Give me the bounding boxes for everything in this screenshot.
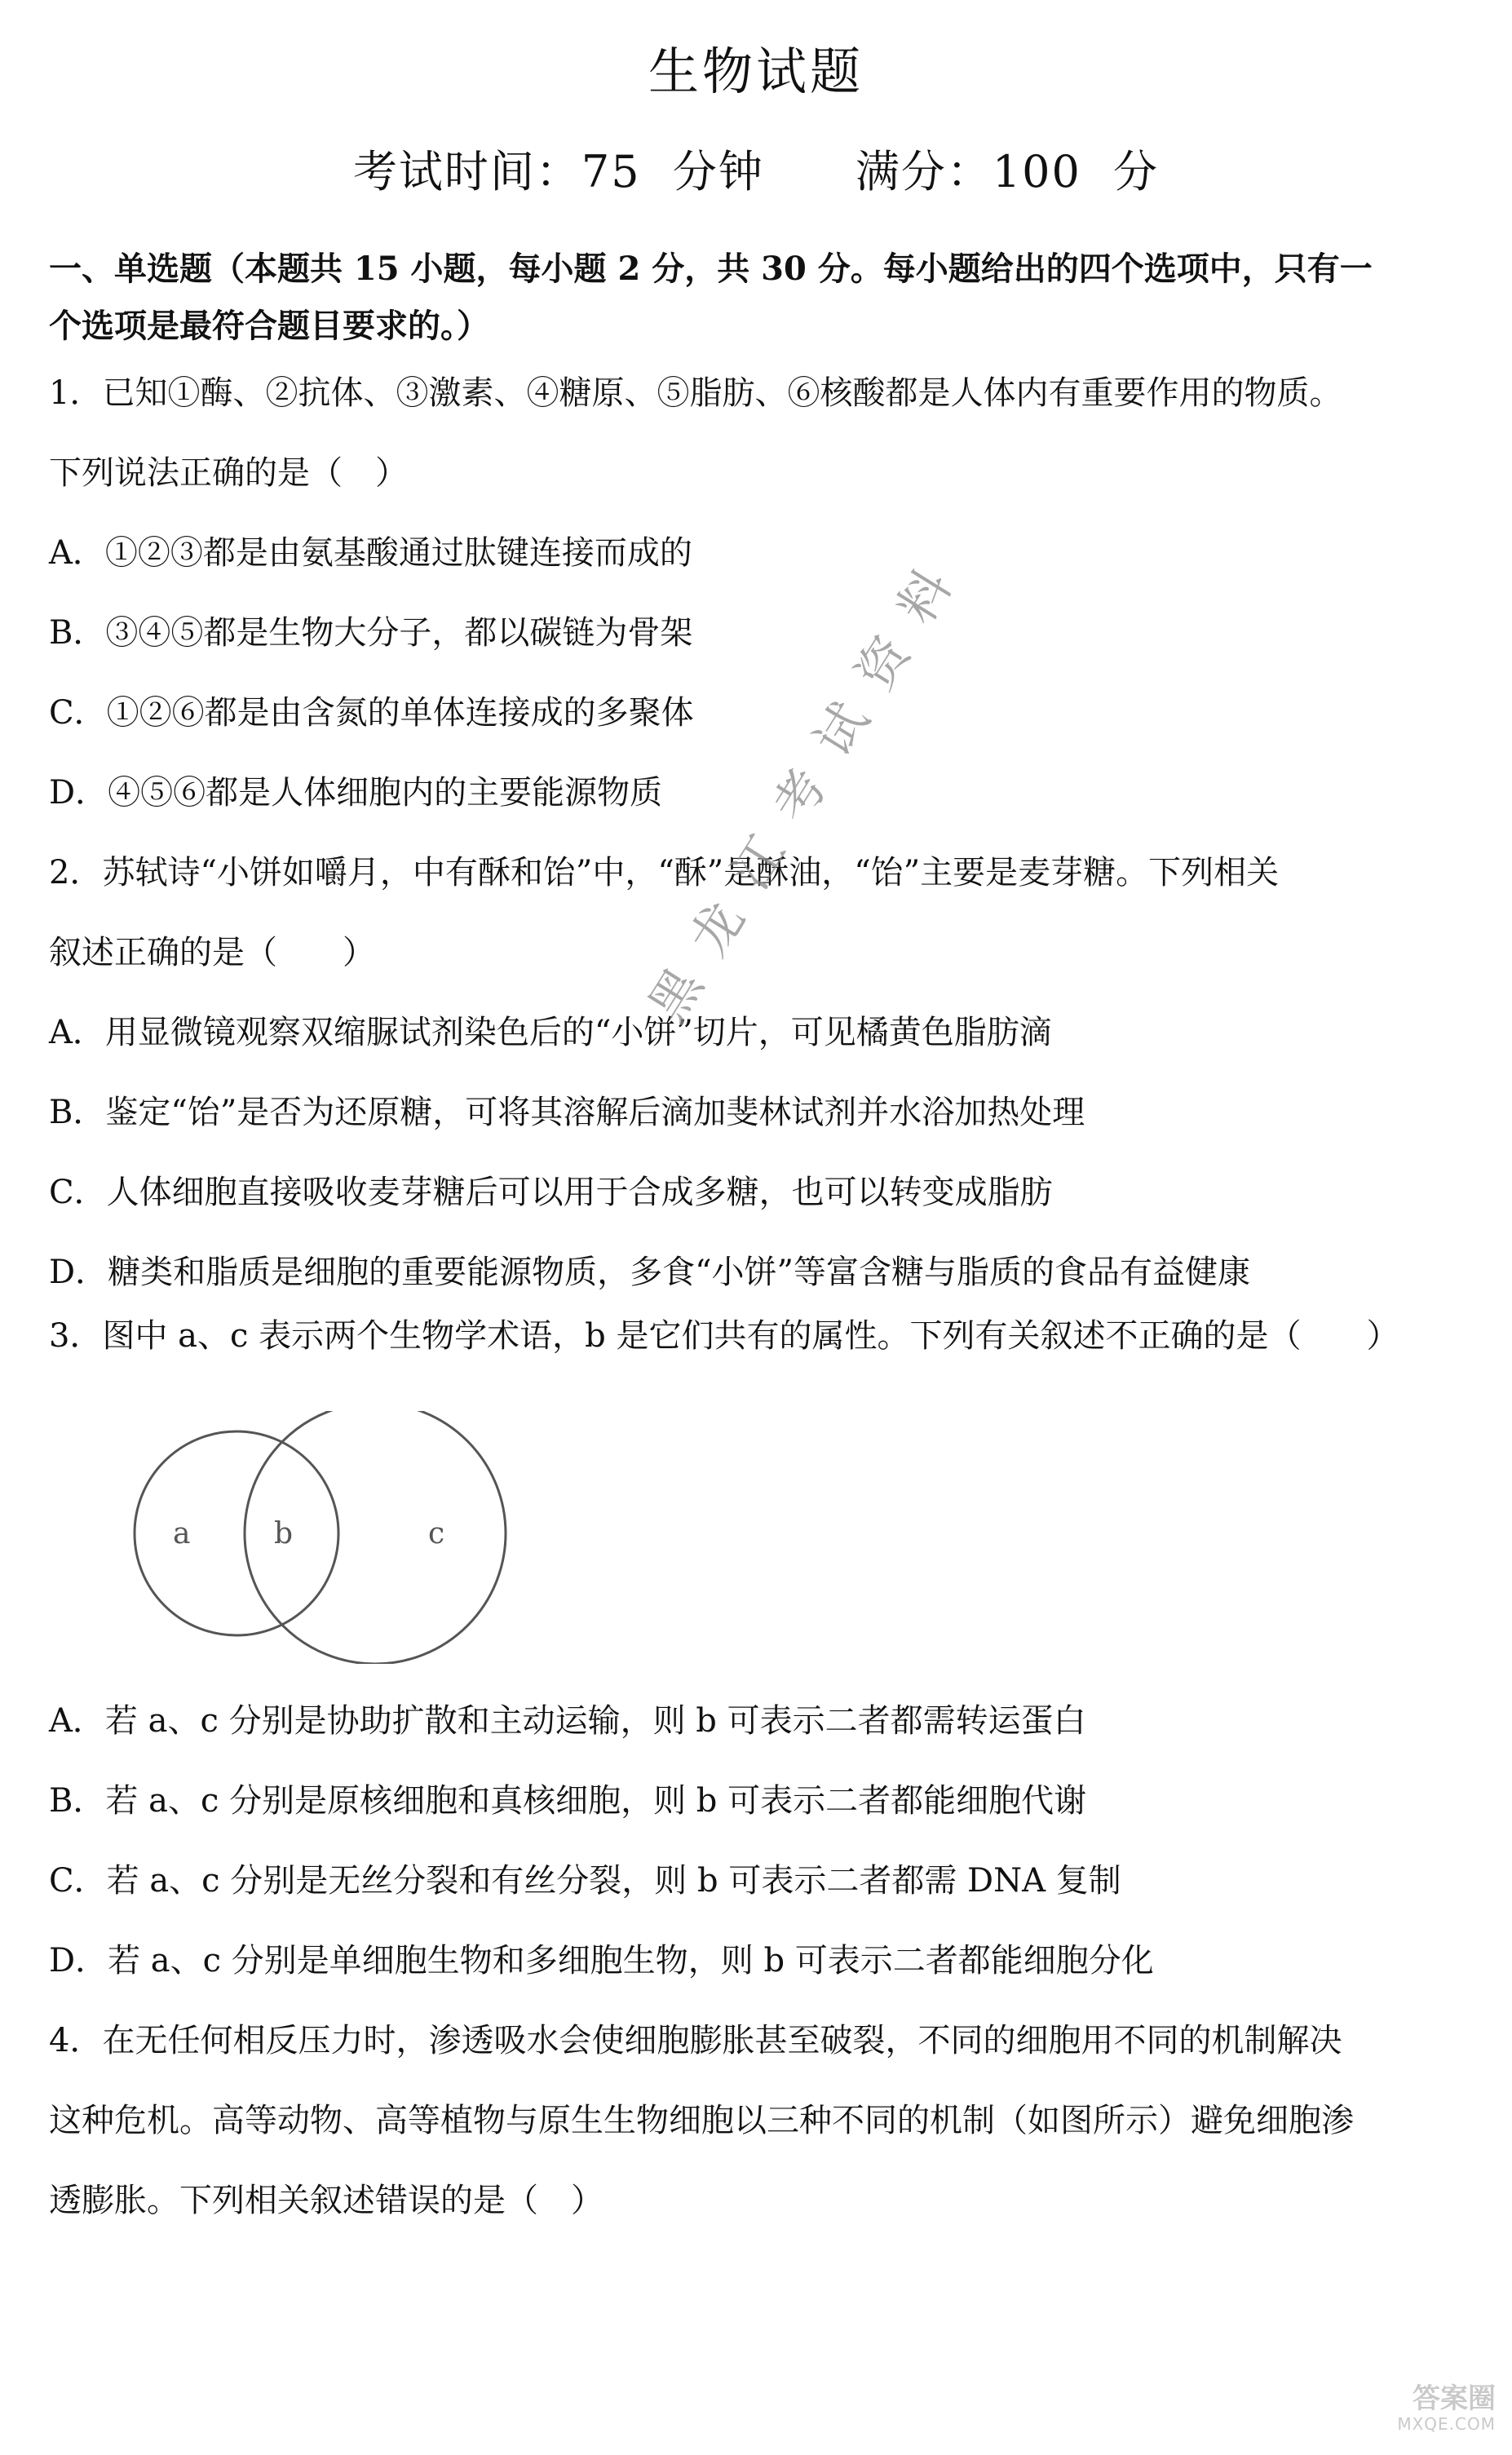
section-heading-line-1: 一、单选题（本题共 15 小题，每小题 2 分，共 30 分。每小题给出的四个选项中，只有一 — [49, 250, 1373, 288]
exam-info: 考试时间：75 分钟 满分：100 分 — [352, 146, 1160, 197]
question-2-option-c: C．人体细胞直接吸收麦芽糖后可以用于合成多糖，也可以转变成脂肪 — [49, 1174, 1053, 1211]
question-3-option-a: A．若 a、c 分别是协助扩散和主动运输，则 b 可表示二者都需转运蛋白 — [49, 1702, 1086, 1740]
corner-logo-mark: 答案圈 — [1413, 2382, 1496, 2415]
question-1-stem-line-2: 下列说法正确的是（ ） — [49, 454, 408, 492]
corner-logo — [1365, 2383, 1496, 2440]
question-1-option-c: C．①②⑥都是由含氮的单体连接成的多聚体 — [49, 694, 694, 732]
question-2-option-d: D．糖类和脂质是细胞的重要能源物质，多食“小饼”等富含糖与脂质的食品有益健康 — [49, 1254, 1250, 1291]
venn-label-c: c — [428, 1517, 445, 1550]
question-2-option-b: B．鉴定“饴”是否为还原糖，可将其溶解后滴加斐林试剂并水浴加热处理 — [49, 1094, 1085, 1131]
question-1-option-b: B．③④⑤都是生物大分子，都以碳链为骨架 — [49, 614, 693, 652]
venn-diagram — [122, 1411, 546, 1664]
page-title: 生物试题 — [648, 42, 864, 101]
watermark-text: 黑龙江考试资料 — [637, 535, 979, 1033]
question-4-stem-line-2: 这种危机。高等动物、高等植物与原生生物细胞以三种不同的机制（如图所示）避免细胞渗 — [49, 2102, 1354, 2139]
question-3-stem: 3．图中 a、c 表示两个生物学术语，b 是它们共有的属性。下列有关叙述不正确的是（ ） — [49, 1317, 1399, 1355]
corner-logo-url: MXQE.COM — [1397, 2414, 1496, 2434]
section-heading-line-2: 个选项是最符合题目要求的。） — [49, 307, 489, 345]
venn-circle-left — [135, 1431, 338, 1635]
question-2-stem-line-2: 叙述正确的是（ ） — [49, 934, 375, 971]
venn-label-a: a — [173, 1517, 191, 1550]
question-3-option-b: B．若 a、c 分别是原核细胞和真核细胞，则 b 可表示二者都能细胞代谢 — [49, 1782, 1087, 1820]
question-1-option-d: D．④⑤⑥都是人体细胞内的主要能源物质 — [49, 774, 663, 812]
question-4-stem-line-3: 透膨胀。下列相关叙述错误的是（ ） — [49, 2182, 603, 2219]
question-3-option-c: C．若 a、c 分别是无丝分裂和有丝分裂，则 b 可表示二者都需 DNA 复制 — [49, 1862, 1121, 1900]
question-2-stem-line-1: 2．苏轼诗“小饼如嚼月，中有酥和饴”中，“酥”是酥油，“饴”主要是麦芽糖。下列相关 — [49, 854, 1280, 891]
question-3-option-d: D．若 a、c 分别是单细胞生物和多细胞生物，则 b 可表示二者都能细胞分化 — [49, 1942, 1154, 1979]
question-2-option-a: A．用显微镜观察双缩脲试剂染色后的“小饼”切片，可见橘黄色脂肪滴 — [49, 1014, 1052, 1051]
question-4-stem-line-1: 4．在无任何相反压力时，渗透吸水会使细胞膨胀甚至破裂，不同的细胞用不同的机制解决 — [49, 2022, 1342, 2059]
question-1-stem-line-1: 1．已知①酶、②抗体、③激素、④糖原、⑤脂肪、⑥核酸都是人体内有重要作用的物质。 — [49, 374, 1342, 412]
question-1-option-a: A．①②③都是由氨基酸通过肽键连接而成的 — [49, 534, 692, 572]
venn-label-b: b — [274, 1517, 294, 1550]
